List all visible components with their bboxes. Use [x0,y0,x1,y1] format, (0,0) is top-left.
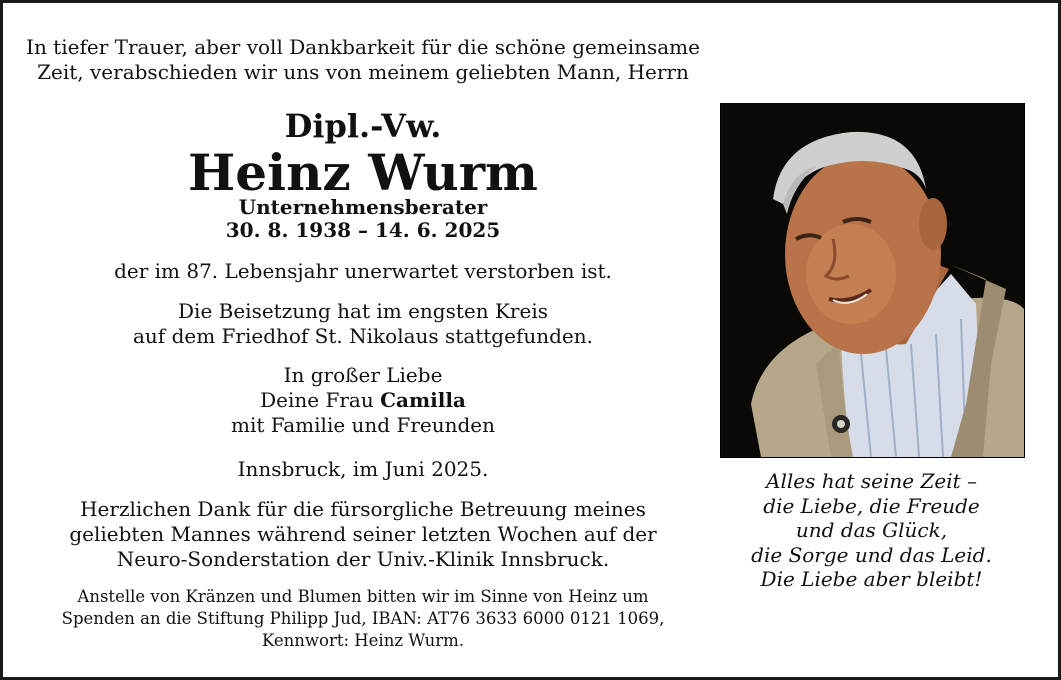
donation-line: Anstelle von Kränzen und Blumen bitten wir im Sinne von Heinz um [77,587,649,606]
wife-name: Camilla [380,388,466,412]
donation-line: Kennwort: Heinz Wurm. [262,631,464,650]
thanks-line: geliebten Mannes während seiner letzten Wochen auf der [69,522,657,546]
academic-title: Dipl.-Vw. [284,107,442,145]
profession: Unternehmensberater [238,195,488,219]
intro-text [13,35,713,85]
burial-line: auf dem Friedhof St. Nikolaus stattgefunden. [133,324,593,348]
burial-text [13,299,713,349]
thanks-text [13,497,713,572]
quote-line: die Sorge und das Leid. [751,542,992,567]
donation-text [13,586,713,652]
mourners-intro: In großer Liebe [283,363,443,387]
portrait-illustration [721,104,1024,457]
wife-prefix: Deine Frau [260,388,381,412]
mourners-family: mit Familie und Freunden [230,413,496,437]
quote-line: und das Glück, [795,518,948,542]
quote-text [720,469,1023,592]
mourners-block [13,363,713,438]
quote-line: Die Liebe aber bleibt! [760,567,983,591]
quote-line: Alles hat seine Zeit – [766,469,977,493]
quote-line: die Liebe, die Freude [763,493,980,518]
portrait-photo [720,103,1025,458]
life-dates: 30. 8. 1938 – 14. 6. 2025 [225,218,501,242]
intro-line: In tiefer Trauer, aber voll Dankbarkeit für die schöne gemeinsame [26,35,700,59]
thanks-line: Herzlichen Dank für die fürsorgliche Betreuung meines [80,497,646,521]
donation-line: Spenden an die Stiftung Philipp Jud, IBAN: AT76 3633 6000 0121 1069, [61,609,665,628]
burial-line: Die Beisetzung hat im engsten Kreis [178,299,548,323]
thanks-line: Neuro-Sonderstation der Univ.-Klinik Innsbruck. [116,547,610,571]
age-text: der im 87. Lebensjahr unerwartet verstorben ist. [114,259,612,283]
place-date: Innsbruck, im Juni 2025. [237,457,489,481]
mourners-wife [13,388,713,413]
intro-line: Zeit, verabschieden wir uns von meinem geliebten Mann, Herrn [37,60,689,84]
deceased-name: Heinz Wurm [188,143,538,202]
